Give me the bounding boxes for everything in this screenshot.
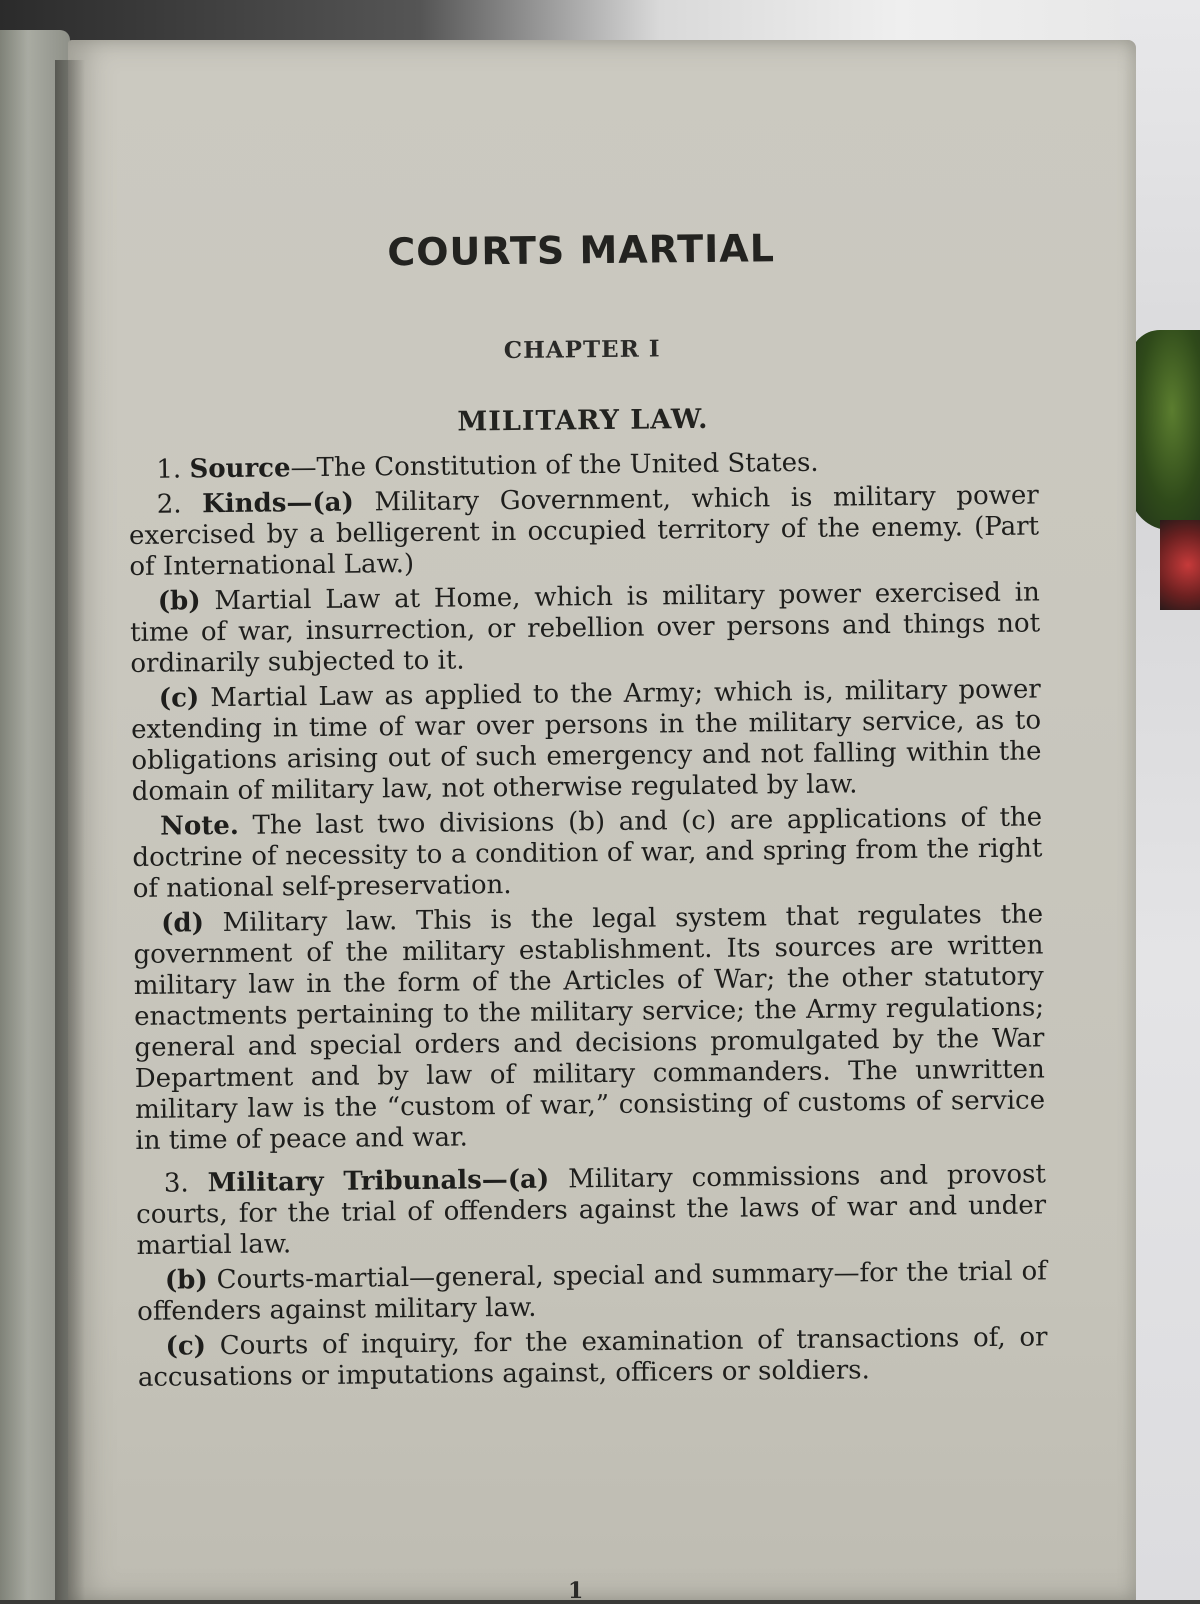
paragraph-tribunals-a: 3. Military Tribunals—(a) Military commissions and provost courts, for the trial of offenders against the laws of war and under martial law. [136, 1159, 1047, 1261]
background-green-object [1130, 330, 1200, 530]
chapter-heading: CHAPTER I [503, 335, 661, 365]
paragraph-note: Note. The last two divisions (b) and (c) are applications of the doctrine of necessity to a condition of war, and spring from the right of national self-preservation. [132, 802, 1043, 904]
background-red-object [1160, 520, 1200, 610]
spine-shadow [55, 60, 85, 1600]
paragraph-kinds-a: 2. Kinds—(a) Military Government, which is military power exercised by a belligerent in occupied territory of the enemy. (Part of International Law.) [128, 480, 1040, 582]
section-heading: MILITARY LAW. [457, 403, 709, 438]
paragraph-tribunals-b: (b) Courts-martial—general, special and summary—for the trial of offenders against military law. [137, 1256, 1048, 1327]
paragraph-kinds-d: (d) Military law. This is the legal system that regulates the government of the military establishment. Its sources are written military law in the form of the Articles of War; the other statutory enactments pertaining to the military service; the Army regulations; general and special orders and decisions promulgated by the War Department and by law of military commanders. The unwritten military law is the “custom of war,” consisting of customs of service in time of peace and war. [133, 899, 1046, 1156]
page-number: 1 [568, 1578, 584, 1604]
page-content [126, 226, 1048, 1397]
page-title: COURTS MARTIAL [387, 226, 776, 275]
paragraph-kinds-b: (b) Martial Law at Home, which is military power exercised in time of war, insurrection, or rebellion over persons and things not ordinarily subjected to it. [129, 577, 1041, 679]
paragraph-kinds-c: (c) Martial Law as applied to the Army; which is, military power extending in time of war over persons in the military service, as to obligations arising out of such emergency and not falling within the domain of military law, not otherwise regulated by law. [130, 674, 1042, 807]
paragraph-tribunals-c: (c) Courts of inquiry, for the examination of transactions of, or accusations or imputations against, officers or soldiers. [137, 1322, 1048, 1393]
paragraph-source: 1. Source—The Constitution of the United States. [156, 447, 819, 485]
book-page [68, 40, 1136, 1604]
